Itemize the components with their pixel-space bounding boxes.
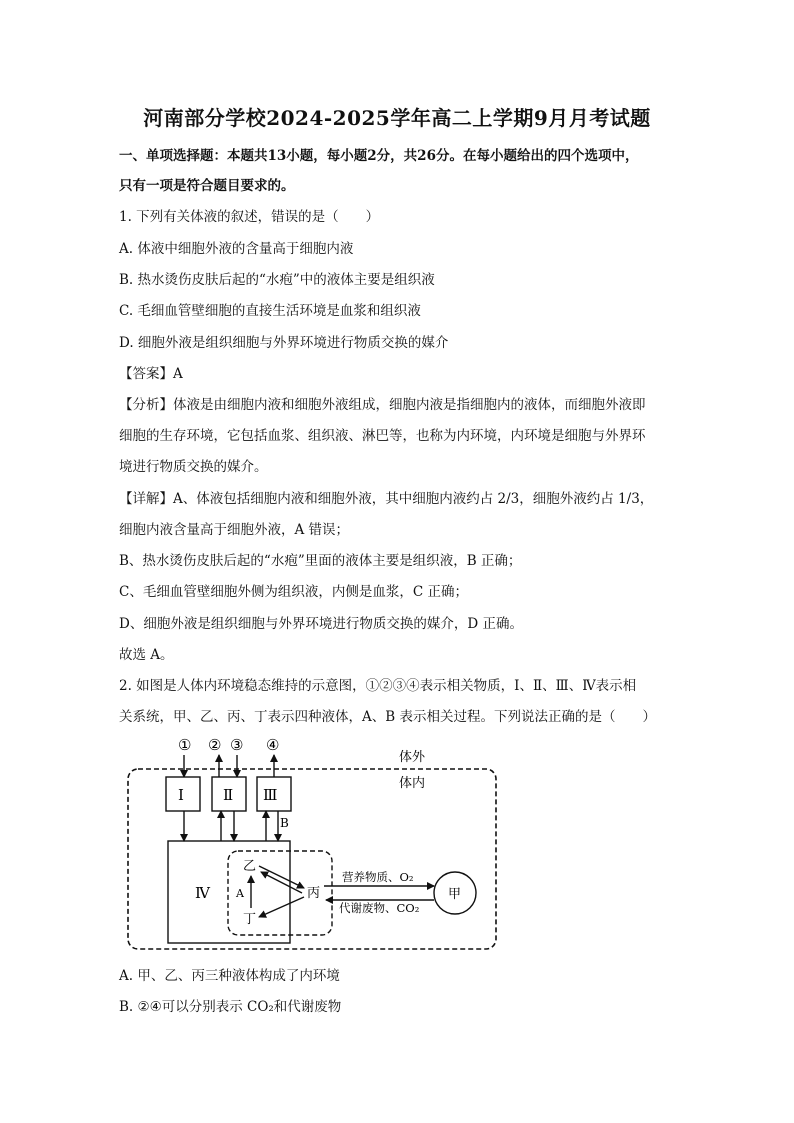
q1-option-c: C. 毛细血管壁细胞的直接生活环境是血浆和组织液 xyxy=(119,303,421,319)
substance-3: ③ xyxy=(230,736,244,754)
liquid-ding: 丁 xyxy=(243,912,257,927)
section-heading-line2: 只有一项是符合题目要求的。 xyxy=(119,178,295,194)
system-3-label: Ⅲ xyxy=(263,786,278,804)
q1-analysis-line: 【分析】体液是由细胞内液和细胞外液组成，细胞内液是指细胞内的液体，而细胞外液即 xyxy=(119,397,646,413)
q2-option-b: B. ②④可以分别表示 CO₂和代谢废物 xyxy=(119,999,342,1015)
q1-detail-line: C、毛细血管壁细胞外侧为组织液，内侧是血浆，C 正确； xyxy=(119,584,468,600)
q1-conclusion: 故选 A。 xyxy=(119,647,174,663)
section-heading-line1: 一、单项选择题：本题共13小题，每小题2分，共26分。在每小题给出的四个选项中， xyxy=(119,148,639,164)
q2-stem-line1: 2. 如图是人体内环境稳态维持的示意图，①②③④表示相关物质，Ⅰ、Ⅱ、Ⅲ、Ⅳ表示相 xyxy=(119,678,637,694)
q1-option-a: A. 体液中细胞外液的含量高于细胞内液 xyxy=(119,241,354,257)
q1-detail-line: B、热水烫伤皮肤后起的“水疱”里面的液体主要是组织液，B 正确； xyxy=(119,553,522,569)
q1-detail-line: D、细胞外液是组织细胞与外界环境进行物质交换的媒介，D 正确。 xyxy=(119,616,523,632)
homeostasis-diagram xyxy=(120,733,510,958)
liquid-yi: 乙 xyxy=(243,859,257,874)
system-1-label: Ⅰ xyxy=(178,786,184,804)
system-2-label: Ⅱ xyxy=(223,786,234,804)
substance-2: ② xyxy=(208,736,222,754)
q1-analysis-line: 境进行物质交换的媒介。 xyxy=(119,459,268,475)
q1-detail-line: 【详解】A、体液包括细胞内液和细胞外液，其中细胞内液约占 2/3，细胞外液约占 1/3， xyxy=(119,491,654,507)
system-4-label: Ⅳ xyxy=(195,884,210,902)
inside-label: 体内 xyxy=(399,776,426,791)
process-a-label: A xyxy=(236,887,244,900)
liquid-bing: 丙 xyxy=(307,886,321,901)
liquid-jia: 甲 xyxy=(448,887,462,902)
q2-stem-line2: 关系统，甲、乙、丙、丁表示四种液体，A、B 表示相关过程。下列说法正确的是（ ） xyxy=(119,709,656,725)
q1-detail-line: 细胞内液含量高于细胞外液，A 错误； xyxy=(119,522,350,538)
page-title: 河南部分学校2024-2025学年高二上学期9月月考试题 xyxy=(143,106,651,130)
substance-4: ④ xyxy=(266,736,280,754)
q1-option-d: D. 细胞外液是组织细胞与外界环境进行物质交换的媒介 xyxy=(119,335,449,351)
q2-option-a: A. 甲、乙、丙三种液体构成了内环境 xyxy=(119,968,340,984)
q1-stem: 1. 下列有关体液的叙述，错误的是（ ） xyxy=(119,209,380,225)
q1-answer: 【答案】A xyxy=(119,366,183,382)
nutrients-label: 营养物质、O₂ xyxy=(342,870,414,884)
q1-analysis-line: 细胞的生存环境，它包括血浆、组织液、淋巴等，也称为内环境，内环境是细胞与外界环 xyxy=(119,428,646,444)
outside-label: 体外 xyxy=(399,750,426,765)
q1-option-b: B. 热水烫伤皮肤后起的“水疱”中的液体主要是组织液 xyxy=(119,272,435,288)
process-b-label: B xyxy=(280,816,289,830)
substance-1: ① xyxy=(178,736,192,754)
wastes-label: 代谢废物、CO₂ xyxy=(339,901,420,915)
